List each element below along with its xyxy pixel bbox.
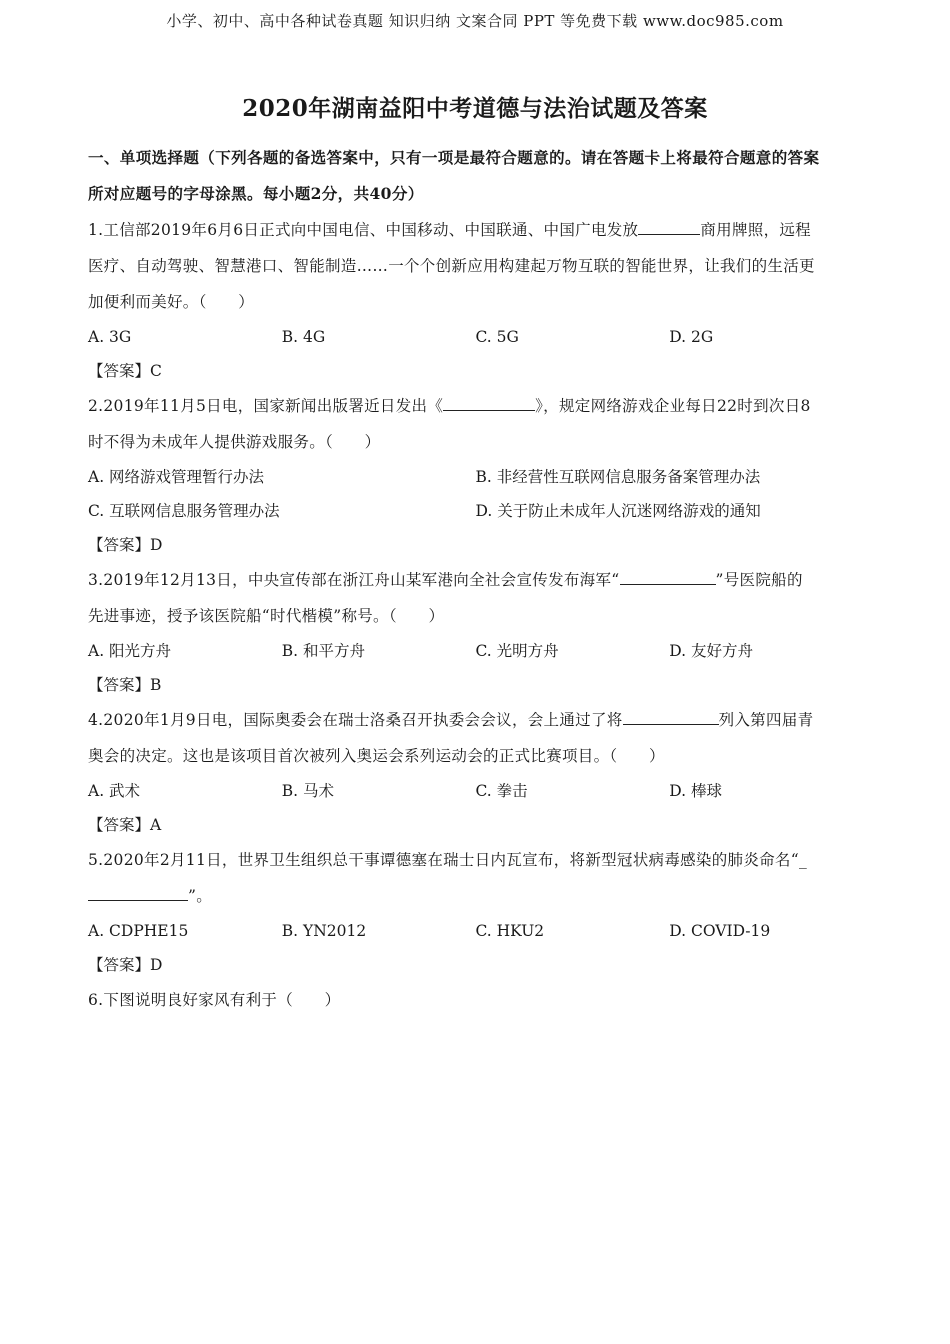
question-4 xyxy=(88,702,863,842)
answer-line: 【答案】B xyxy=(88,676,162,694)
section-heading-line: 所对应题号的字母涂黑。每小题2分，共40分） xyxy=(88,184,424,203)
question-text xyxy=(88,562,863,598)
exam-content xyxy=(88,140,863,1018)
options-row xyxy=(88,320,863,354)
section-heading xyxy=(88,140,863,212)
question-5 xyxy=(88,842,863,982)
question-text: 时不得为未成年人提供游戏服务。（ ） xyxy=(88,433,381,451)
option-c: C. 互联网信息服务管理办法 xyxy=(88,502,280,520)
question-text-fragment: 》，规定网络游戏企业每日22时到次日8 xyxy=(535,397,811,415)
question-text-fragment: ”。 xyxy=(188,887,213,905)
question-text xyxy=(88,702,863,738)
option-d: D. 2G xyxy=(669,328,714,346)
answer-line: 【答案】A xyxy=(88,816,162,834)
option-d: D. COVID-19 xyxy=(669,922,771,940)
options-row xyxy=(88,460,863,494)
option-b: B. 马术 xyxy=(281,782,334,800)
option-a: A. CDPHE15 xyxy=(88,922,189,940)
option-d: D. 友好方舟 xyxy=(669,642,753,660)
question-text: 先进事迹，授予该医院船“时代楷模”称号。（ ） xyxy=(88,607,445,625)
question-text: 奥会的决定。这也是该项目首次被列入奥运会系列运动会的正式比赛项目。（ ） xyxy=(88,747,665,765)
question-text-fragment: ”号医院船的 xyxy=(715,571,803,589)
option-c: C. HKU2 xyxy=(475,922,545,940)
answer-blank xyxy=(88,885,188,901)
option-c: C. 拳击 xyxy=(475,782,528,800)
option-c: C. 光明方舟 xyxy=(475,642,559,660)
page-header: 小学、初中、高中各种试卷真题 知识归纳 文案合同 PPT 等免费下载 www.doc985.com xyxy=(166,12,784,30)
answer-blank xyxy=(443,395,535,411)
page-title: 2020年湖南益阳中考道德与法治试题及答案 xyxy=(242,95,708,122)
options-row xyxy=(88,774,863,808)
question-text-fragment: 列入第四届青 xyxy=(718,711,814,729)
option-a: A. 网络游戏管理暂行办法 xyxy=(88,468,265,486)
section-heading-line: 一、单项选择题（下列各题的备选答案中，只有一项是最符合题意的。请在答题卡上将最符合题意的答案 xyxy=(88,148,820,167)
option-b: B. 非经营性互联网信息服务备案管理办法 xyxy=(475,468,761,486)
question-text-fragment: 4.2020年1月9日电，国际奥委会在瑞士洛桑召开执委会会议，会上通过了将 xyxy=(88,711,623,729)
option-b: B. 和平方舟 xyxy=(281,642,365,660)
question-text xyxy=(88,878,863,914)
question-text: 6.下图说明良好家风有利于（ ） xyxy=(88,991,341,1009)
answer-blank xyxy=(620,569,716,585)
question-2 xyxy=(88,388,863,562)
options-row xyxy=(88,634,863,668)
question-3 xyxy=(88,562,863,702)
question-text-fragment: 3.2019年12月13日，中央宣传部在浙江舟山某军港向全社会宣传发布海军“ xyxy=(88,571,620,589)
answer-line: 【答案】C xyxy=(88,362,162,380)
question-text: 加便利而美好。（ ） xyxy=(88,293,255,311)
option-b: B. 4G xyxy=(281,328,326,346)
option-a: A. 阳光方舟 xyxy=(88,642,172,660)
question-1 xyxy=(88,212,863,388)
option-d: D. 棒球 xyxy=(669,782,722,800)
option-a: A. 3G xyxy=(88,328,132,346)
answer-line: 【答案】D xyxy=(88,956,163,974)
options-row xyxy=(88,494,863,528)
option-a: A. 武术 xyxy=(88,782,141,800)
question-text: 5.2020年2月11日，世界卫生组织总干事谭德塞在瑞士日内瓦宣布，将新型冠状病毒感染的肺炎命名“_ xyxy=(88,851,807,869)
options-row xyxy=(88,914,863,948)
answer-blank xyxy=(623,709,719,725)
question-text xyxy=(88,388,863,424)
question-text xyxy=(88,212,863,248)
question-text-fragment: 商用牌照，远程 xyxy=(700,221,811,239)
answer-blank xyxy=(638,219,700,235)
question-text: 医疗、自动驾驶、智慧港口、智能制造……一个个创新应用构建起万物互联的智能世界，让我们的生活更 xyxy=(88,257,815,275)
question-6 xyxy=(88,982,863,1018)
question-text-fragment: 1.工信部2019年6月6日正式向中国电信、中国移动、中国联通、中国广电发放 xyxy=(88,221,639,239)
option-c: C. 5G xyxy=(475,328,519,346)
option-b: B. YN2012 xyxy=(281,922,367,940)
option-d: D. 关于防止未成年人沉迷网络游戏的通知 xyxy=(475,502,761,520)
question-text-fragment: 2.2019年11月5日电，国家新闻出版署近日发出《 xyxy=(88,397,444,415)
answer-line: 【答案】D xyxy=(88,536,163,554)
